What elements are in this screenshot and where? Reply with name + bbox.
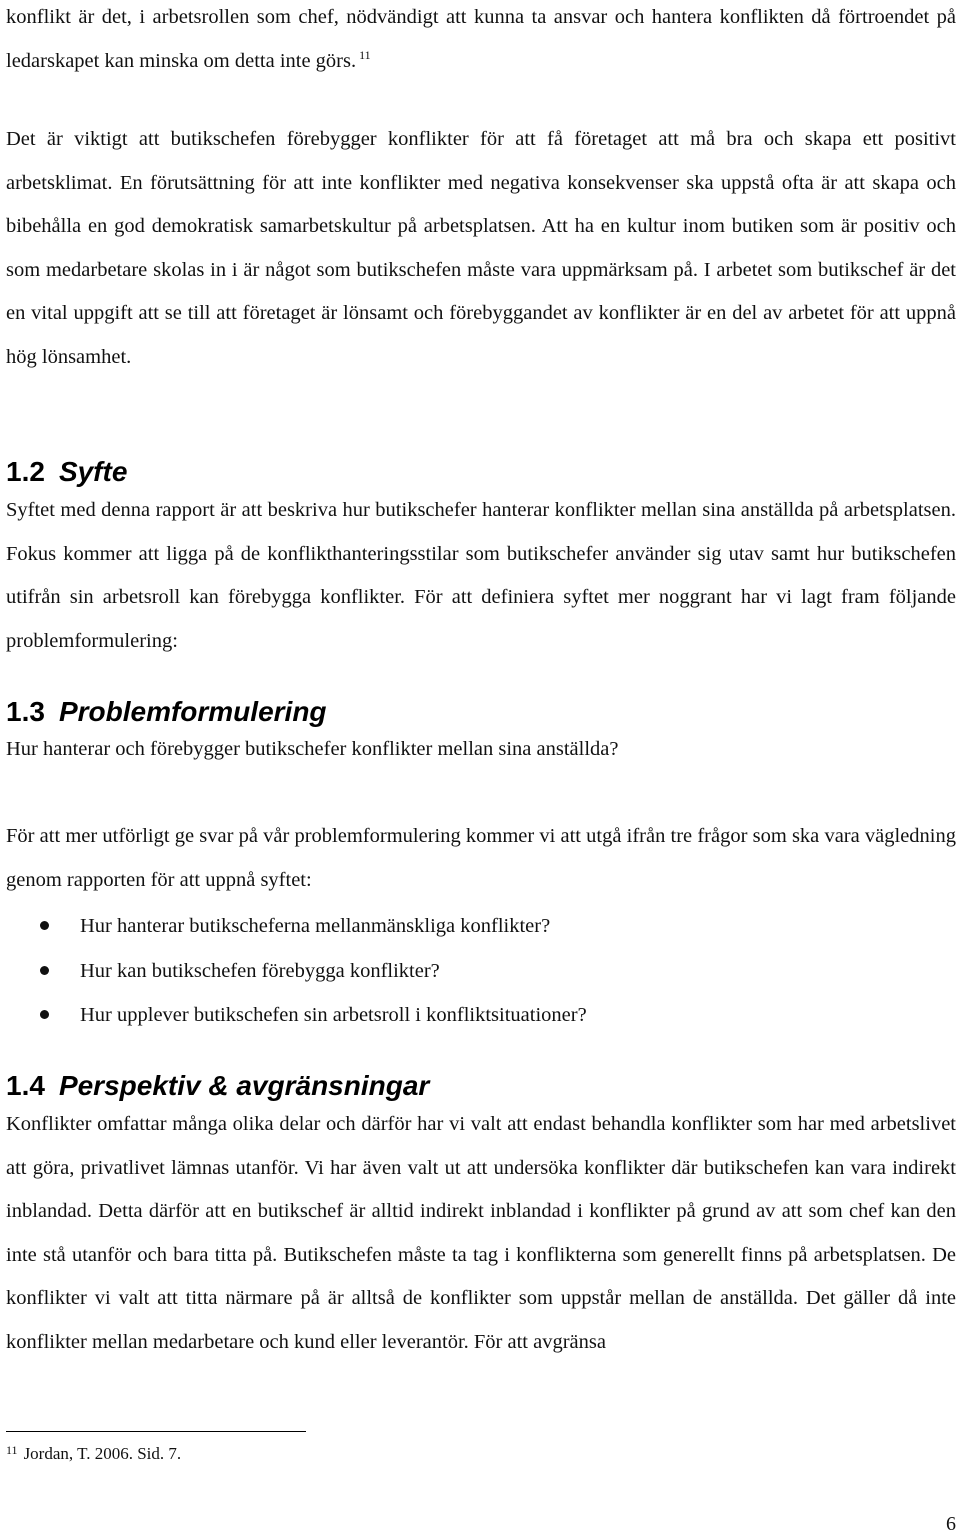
section-number: 1.3 — [6, 696, 45, 727]
section-number: 1.4 — [6, 1070, 45, 1101]
footnote-divider — [6, 1431, 306, 1432]
section-number: 1.2 — [6, 456, 45, 487]
footnote — [6, 1442, 181, 1466]
bullet-icon — [40, 1010, 49, 1019]
list-item-text: Hur upplever butikschefen sin arbetsroll i konfliktsituationer? — [80, 1004, 587, 1027]
section-title: Problemformulering — [58, 696, 327, 727]
list-item — [0, 993, 900, 1038]
bullet-icon — [40, 921, 49, 930]
section-heading-perspektiv — [6, 1068, 429, 1104]
section-heading-problemformulering — [6, 694, 327, 730]
footnote-text: Jordan, T. 2006. Sid. 7. — [23, 1444, 182, 1463]
footnote-number: 11 — [6, 1443, 18, 1457]
intro-paragraph — [6, 0, 956, 83]
intro-paragraph-text: konflikt är det, i arbetsrollen som chef, nödvändigt att kunna ta ansvar och hantera konflikten då förtroendet på ledarskapet kan minska om detta inte görs. — [6, 6, 956, 72]
list-item — [0, 949, 900, 994]
section-title: Syfte — [58, 456, 128, 487]
list-item-text: Hur kan butikschefen förebygga konflikter? — [80, 959, 440, 982]
bullet-icon — [40, 966, 49, 975]
question-list — [0, 904, 900, 1038]
prevention-paragraph: Det är viktigt att butikschefen förebygger konflikter för att få företaget att må bra och skapa ett positivt arbetsklimat. En förutsättning för att inte konflikter med negativa konsekvenser ska uppstå ofta är att skapa och bibehålla en god demokratisk samarbetskultur på arbetsplatsen. Att ha en kultur inom butiken som är positiv och som medarbetare skolas in i är något som butikschefen måste vara uppmärksam på. I arbetet som butikschef är det en vital uppgift att se till att företaget är lönsamt och förebyggandet av konflikter är en del av arbetet för att uppnå hög lönsamhet. — [6, 128, 956, 368]
questions-intro-paragraph: För att mer utförligt ge svar på vår problemformulering kommer vi att utgå ifrån tre frågor som ska vara vägledning genom rapporten för att uppnå syftet: — [6, 825, 956, 891]
syfte-paragraph: Syftet med denna rapport är att beskriva hur butikschefer hanterar konflikter mellan sina anställda på arbetsplatsen. Fokus kommer att ligga på de konflikthanteringsstilar som butikschefer använder sig utav samt hur butikschefen utifrån sin arbetsroll kan förebygga konflikter. För att definiera syftet mer noggrant har vi lagt fram följande problemformulering: — [6, 499, 956, 652]
footnote-reference[interactable]: 11 — [359, 47, 371, 62]
list-item — [0, 904, 900, 949]
research-question: Hur hanterar och förebygger butikschefer konflikter mellan sina anställda? — [6, 738, 619, 760]
page-number: 6 — [946, 1513, 956, 1535]
section-heading-syfte — [6, 454, 127, 490]
perspektiv-paragraph: Konflikter omfattar många olika delar och därför har vi valt att endast behandla konflikter som har med arbetslivet att göra, privatlivet lämnas utanför. Vi har även valt ut att undersöka konflikter där butikschefen kan vara indirekt inblandad. Detta därför att en butikschef är alltid indirekt inblandad i konflikter på grund av att som chef kan den inte stå utanför och bara titta på. Butikschefen måste ta tag i konflikterna som generellt finns på arbetsplatsen. De konflikter vi valt att titta närmare på är alltså de konflikter som uppstår mellan de anställda. Det gäller då inte konflikter mellan medarbetare och kund eller leverantör. För att avgränsa — [6, 1113, 956, 1353]
section-title: Perspektiv & avgränsningar — [58, 1070, 430, 1101]
list-item-text: Hur hanterar butikscheferna mellanmänskliga konflikter? — [80, 915, 551, 937]
